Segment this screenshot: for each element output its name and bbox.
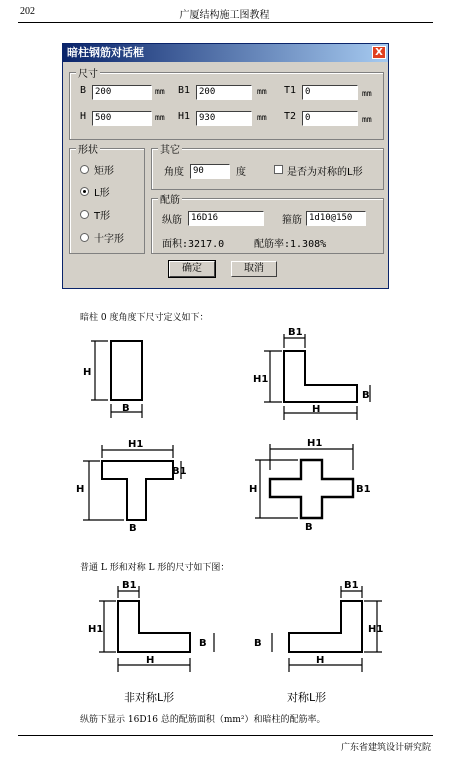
shape-group-label: 形状 [76,141,100,156]
angle-label: 角度 [164,167,184,178]
h1-label: H1 [178,111,191,122]
sym-b1-label: B1 [344,580,359,591]
rebar-explain-text: 纵筋下显示 16D16 总的配筋面积（mm²）和暗柱的配筋率。 [80,715,326,725]
t1-input[interactable]: 0 [302,85,358,100]
shape-cross-label: 十字形 [94,234,124,245]
asym-l-caption: 非对称L形 [124,691,175,704]
l-column-shape [284,351,357,402]
t-column-shape [102,461,173,520]
long-rebar-input[interactable]: 16D16 [188,211,264,226]
cross-h1-label: H1 [307,438,323,449]
asym-h1-label: H1 [88,624,104,635]
long-rebar-label: 纵筋 [162,215,182,226]
t2-label: T2 [284,111,297,122]
sym-b-label: B [254,638,262,649]
rebar-group-label: 配筋 [158,191,182,206]
ok-button[interactable]: 确定 [169,261,215,277]
angle-unit: 度 [236,167,246,178]
l-h-label: H [312,404,321,415]
t2-unit: mm [362,115,372,124]
h-unit: mm [155,113,165,122]
b-input[interactable]: 200 [92,85,152,100]
h-label: H [80,111,87,122]
stirrup-label: 箍筋 [282,215,302,226]
rect-column-shape [111,341,142,400]
cross-column-shape [270,460,353,518]
t-h1-label: H1 [128,439,144,450]
definition-text: 暗柱 0 度角度下尺寸定义如下： [80,313,209,323]
cross-b1-label: B1 [356,484,371,495]
t2-input[interactable]: 0 [302,111,358,126]
h-input[interactable]: 500 [92,111,152,126]
other-group-label: 其它 [158,141,182,156]
stirrup-input[interactable]: 1d10@150 [306,211,366,226]
asym-b1-label: B1 [122,580,137,591]
cross-h-label: H [249,484,258,495]
h1-unit: mm [257,113,267,122]
h1-input[interactable]: 930 [196,111,252,126]
sym-l-caption: 对称L形 [287,691,327,704]
size-group-label: 尺寸 [76,65,100,80]
book-title: 广厦结构施工图教程 [179,10,270,21]
asym-h-label: H [146,655,155,666]
shape-l-label: L形 [94,188,110,199]
b-label: B [80,85,87,96]
cancel-button[interactable]: 取消 [231,261,277,277]
close-icon[interactable]: X [372,46,386,59]
area-text: 面积:3217.0 [162,239,225,250]
t-b-label: B [129,523,137,534]
b1-label: B1 [178,85,191,96]
symmetric-label: 是否为对称的L形 [287,167,363,178]
sym-l-shape [289,601,362,652]
l-b-label: B [362,390,370,401]
rect-b-label: B [122,403,130,414]
t1-unit: mm [362,89,372,98]
t-h-label: H [76,484,85,495]
shape-rect-label: 矩形 [94,166,114,177]
ratio-text: 配筋率:1.308% [254,239,327,250]
footer-institute: 广东省建筑设计研究院 [340,743,431,753]
cross-b-label: B [305,522,313,533]
asym-b-label: B [199,638,207,649]
shape-t-label: T形 [94,211,111,222]
sym-h1-label: H1 [368,624,384,635]
sym-h-label: H [316,655,325,666]
rect-h-label: H [83,367,92,378]
l-shape-intro-text: 普通 L 形和对称 L 形的尺寸如下图： [80,563,230,573]
t-b1-label: B1 [172,466,187,477]
t1-label: T1 [284,85,297,96]
l-h1-label: H1 [253,374,269,385]
asym-l-shape [118,601,190,652]
b1-unit: mm [257,87,267,96]
angle-input[interactable]: 90 [190,164,230,179]
b-unit: mm [155,87,165,96]
footer-rule [18,735,433,736]
l-b1-label: B1 [288,327,303,338]
page-number: 202 [20,6,35,17]
b1-input[interactable]: 200 [196,85,252,100]
dialog-title: 暗柱钢筋对话框 [67,46,144,59]
